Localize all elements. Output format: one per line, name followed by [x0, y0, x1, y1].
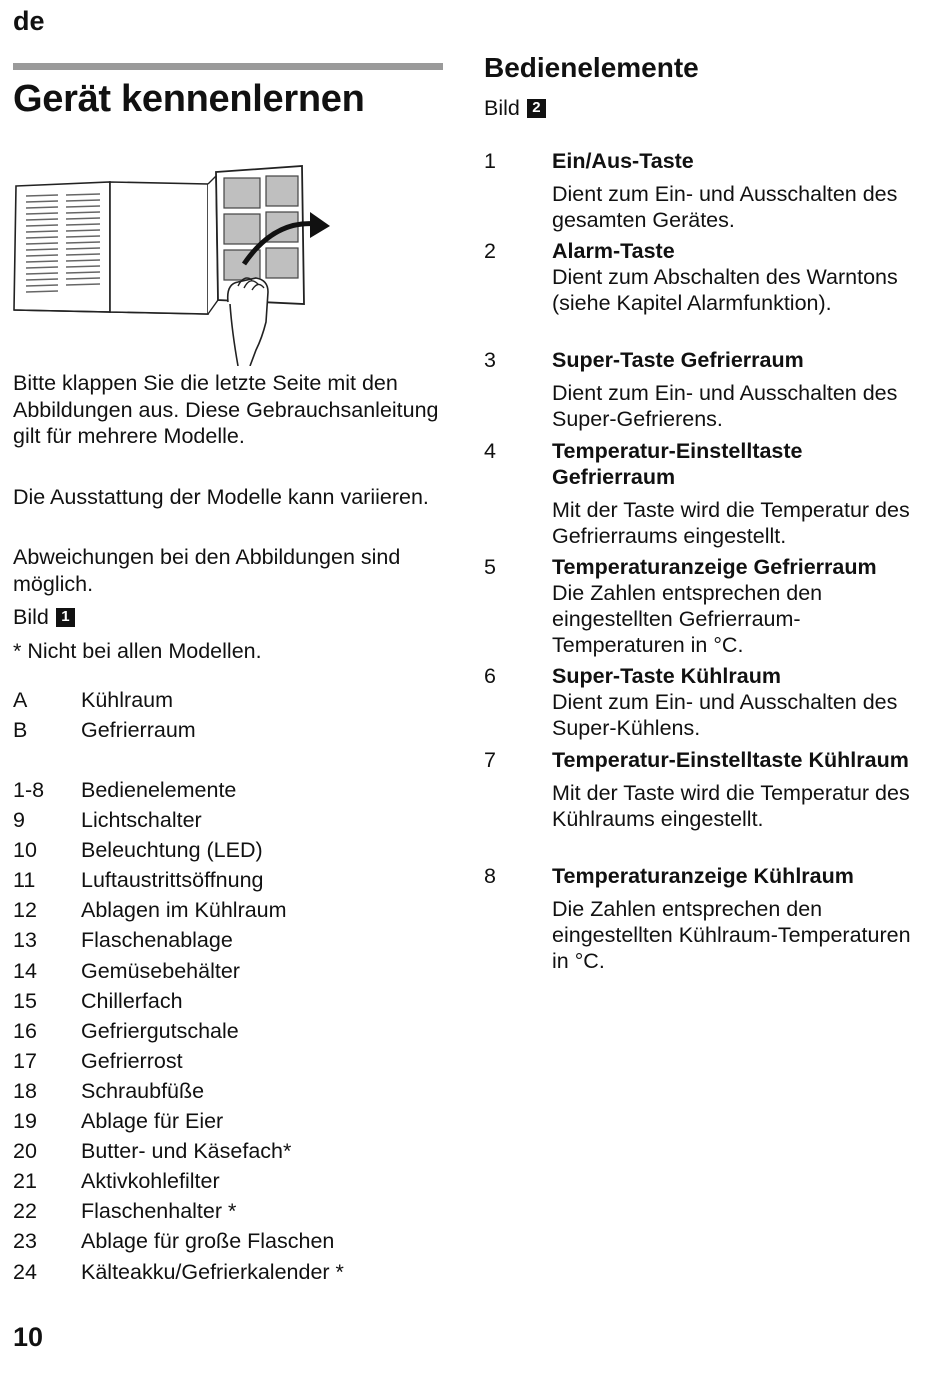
legend-row [13, 865, 443, 895]
legend-row [13, 1016, 443, 1046]
intro-paragraph-1: Bitte klappen Sie die letzte Seite mit den Abbildungen aus. Diese Gebrauchsanleitung gilt für mehrere Modelle. [13, 371, 439, 448]
control-description: Mit der Taste wird die Temperatur des Kühlraums eingestellt. [552, 781, 910, 831]
legend-label: Ablagen im Kühlraum [81, 898, 287, 923]
control-number: 8 [484, 864, 496, 888]
legend-key: 17 [13, 1048, 37, 1073]
control-item-1 [552, 148, 927, 233]
legend-key: 1-8 [13, 778, 45, 802]
control-number: 3 [484, 348, 496, 372]
figure-label: Bild [13, 605, 49, 629]
control-item-6 [552, 663, 927, 741]
control-title: Super-Taste Gefrierraum [552, 348, 804, 372]
control-description: Dient zum Abschalten des Warntons (siehe Kapitel Alarmfunktion). [552, 265, 898, 315]
legend-key: 9 [13, 808, 25, 833]
legend-row [13, 1196, 443, 1226]
control-number: 4 [484, 439, 496, 463]
control-item-3 [552, 347, 927, 432]
legend-row [13, 986, 443, 1016]
legend-row [13, 925, 443, 955]
legend-label: Ablage für Eier [81, 1109, 224, 1134]
legend-label: Gefriergutschale [81, 1018, 239, 1043]
legend-key: 20 [13, 1139, 37, 1164]
legend-label: Luftaustrittsöffnung [81, 868, 264, 893]
legend-label: Gemüsebehälter [81, 958, 240, 983]
legend-key: 24 [13, 1259, 37, 1284]
control-number: 7 [484, 748, 496, 772]
legend-key: 19 [13, 1109, 37, 1134]
control-description: Dient zum Ein- und Ausschalten des Super-Gefrierens. [552, 381, 898, 431]
legend-label: Schraubfüße [81, 1078, 205, 1103]
model-note: * Nicht bei allen Modellen. [13, 639, 262, 663]
legend-key: 10 [13, 838, 37, 863]
legend-label: Flaschenablage [81, 928, 233, 953]
control-title: Alarm-Taste [552, 239, 675, 263]
legend-key: 21 [13, 1169, 37, 1194]
section-title: Bedienelemente [484, 52, 699, 83]
legend-row [13, 1076, 443, 1106]
figure-number-box: 1 [56, 608, 75, 627]
legend-key: 16 [13, 1018, 37, 1043]
legend-label: Ablage für große Flaschen [81, 1229, 335, 1254]
legend-row [13, 1226, 443, 1256]
legend-row [13, 1166, 443, 1196]
legend-label: Gefrierrost [81, 1048, 183, 1073]
legend-row [13, 835, 443, 865]
legend-row [13, 1257, 443, 1287]
legend-row [13, 775, 443, 805]
fold-out-page-illustration [12, 162, 334, 366]
legend-key: 15 [13, 988, 37, 1013]
legend-key: A [13, 688, 28, 712]
control-description: Mit der Taste wird die Temperatur des Gefrierraums eingestellt. [552, 498, 910, 548]
intro-paragraph-2: Die Ausstattung der Modelle kann variieren. [13, 485, 429, 509]
control-title: Super-Taste Kühlraum [552, 664, 781, 688]
control-number: 2 [484, 239, 496, 263]
legend-row [13, 1046, 443, 1076]
control-description: Die Zahlen entsprechen den eingestellten Gefrierraum-Temperaturen in °C. [552, 581, 823, 657]
legend-label: Beleuchtung (LED) [81, 838, 263, 863]
legend-compartments [13, 685, 443, 745]
legend-label: Lichtschalter [81, 808, 202, 833]
control-description: Die Zahlen entsprechen den eingestellten Kühlraum-Temperaturen in °C. [552, 897, 911, 973]
header-rule [13, 63, 443, 70]
legend-key: 23 [13, 1229, 37, 1254]
control-item-7 [552, 747, 927, 832]
control-number: 6 [484, 664, 496, 688]
control-description: Dient zum Ein- und Ausschalten des gesamten Gerätes. [552, 182, 898, 232]
legend-parts [13, 775, 443, 1287]
control-item-4 [552, 438, 927, 549]
legend-label: Chillerfach [81, 988, 183, 1013]
page-number: 10 [13, 1322, 44, 1352]
legend-key: B [13, 718, 28, 743]
legend-label: Flaschenhalter * [81, 1199, 237, 1224]
legend-row [13, 805, 443, 835]
control-number: 1 [484, 149, 496, 173]
control-description: Dient zum Ein- und Ausschalten des Super-Kühlens. [552, 690, 898, 740]
control-title: Temperaturanzeige Gefrierraum [552, 555, 877, 579]
legend-key: 12 [13, 898, 37, 923]
legend-key: 11 [13, 868, 36, 893]
legend-row [13, 715, 443, 745]
figure-reference-2 [484, 96, 546, 121]
control-title: Temperatur-Einstelltaste Gefrierraum [552, 439, 803, 489]
intro-paragraph-3: Abweichungen bei den Abbildungen sind möglich. [13, 545, 401, 596]
legend-label: Bedienelemente [81, 778, 237, 802]
figure-label: Bild [484, 96, 520, 120]
legend-row [13, 685, 443, 715]
page-title: Gerät kennenlernen [13, 78, 365, 120]
legend-key: 22 [13, 1199, 37, 1224]
control-item-8 [552, 863, 927, 974]
control-title: Temperatur-Einstelltaste Kühlraum [552, 748, 909, 772]
control-title: Temperaturanzeige Kühlraum [552, 864, 854, 888]
legend-label: Aktivkohlefilter [81, 1169, 220, 1194]
control-item-2 [552, 238, 927, 316]
legend-label: Kälteakku/Gefrierkalender * [81, 1259, 344, 1284]
legend-label: Butter- und Käsefach* [81, 1139, 292, 1164]
legend-label: Kühlraum [81, 688, 174, 712]
legend-label: Gefrierraum [81, 718, 196, 743]
legend-key: 13 [13, 928, 37, 953]
figure-reference-1 [13, 604, 443, 631]
legend-row [13, 1106, 443, 1136]
language-code: de [13, 6, 45, 36]
control-title: Ein/Aus-Taste [552, 149, 694, 173]
control-item-5 [552, 554, 927, 658]
legend-row [13, 956, 443, 986]
legend-key: 14 [13, 958, 37, 983]
legend-key: 18 [13, 1078, 37, 1103]
legend-row [13, 895, 443, 925]
control-number: 5 [484, 555, 496, 579]
figure-number-box: 2 [527, 99, 546, 118]
legend-row [13, 1136, 443, 1166]
